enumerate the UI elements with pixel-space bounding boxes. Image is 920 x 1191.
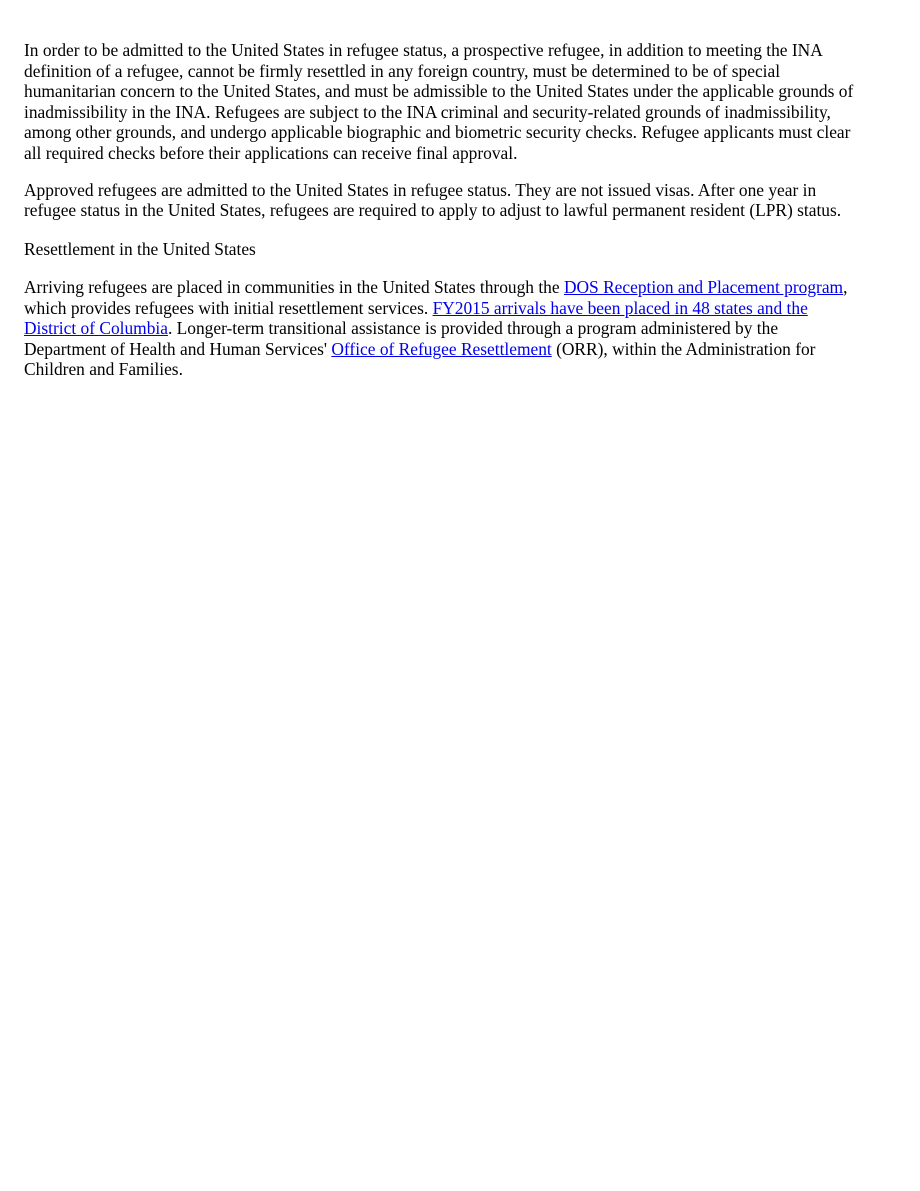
resettlement-line-1-after: , [843, 277, 848, 297]
resettlement-line-4-after: (ORR), within the Administration for [551, 338, 816, 359]
admission-line-1: In order to be admitted to the United States in refugee status, a prospective refugee, in addition to meeting the INA [24, 40, 823, 60]
admission-line-6: all required checks before their applications can receive final approval. [24, 142, 518, 163]
dos-reception-placement-link[interactable]: DOS Reception and Placement program [563, 277, 844, 297]
resettlement-line-2 [24, 298, 808, 319]
status-line-2: refugee status in the United States, refugees are required to apply to adjust to lawful permanent resident (LPR) status. [24, 200, 842, 220]
resettlement-line-3-text: . Longer-term transitional assistance is provided through a program administered by the [167, 318, 779, 338]
resettlement-line-2-text: which provides refugees with initial resettlement services. [24, 297, 433, 318]
resettlement-line-5: Children and Families. [24, 359, 183, 379]
admission-line-2: definition of a refugee, cannot be firmly resettled in any foreign country, must be determined to be of special [24, 60, 781, 81]
office-of-refugee-resettlement-link[interactable]: Office of Refugee Resettlement [331, 338, 552, 359]
resettlement-line-4 [24, 339, 815, 360]
fy2015-arrivals-link[interactable]: FY2015 arrivals have been placed in 48 states and the [432, 297, 808, 318]
section-heading: Resettlement in the United States [24, 239, 256, 259]
admission-line-3: humanitarian concern to the United States, and must be admissible to the United States under the applicable grounds of [24, 81, 854, 101]
fy2015-arrivals-link-continued[interactable]: District of Columbia [24, 318, 168, 338]
resettlement-line-1 [24, 277, 847, 298]
admission-line-4: inadmissibility in the INA. Refugees are subject to the INA criminal and security-related grounds of inadmissibility, [24, 101, 831, 122]
resettlement-line-1-text: Arriving refugees are placed in communities in the United States through the [24, 277, 564, 297]
admission-line-5: among other grounds, and undergo applicable biographic and biometric security checks. Refugee applicants must clear [24, 122, 851, 142]
status-line-1: Approved refugees are admitted to the United States in refugee status. They are not issued visas. After one year in [24, 179, 817, 200]
resettlement-line-4-text: Department of Health and Human Services' [24, 338, 332, 359]
resettlement-line-3 [24, 318, 778, 339]
